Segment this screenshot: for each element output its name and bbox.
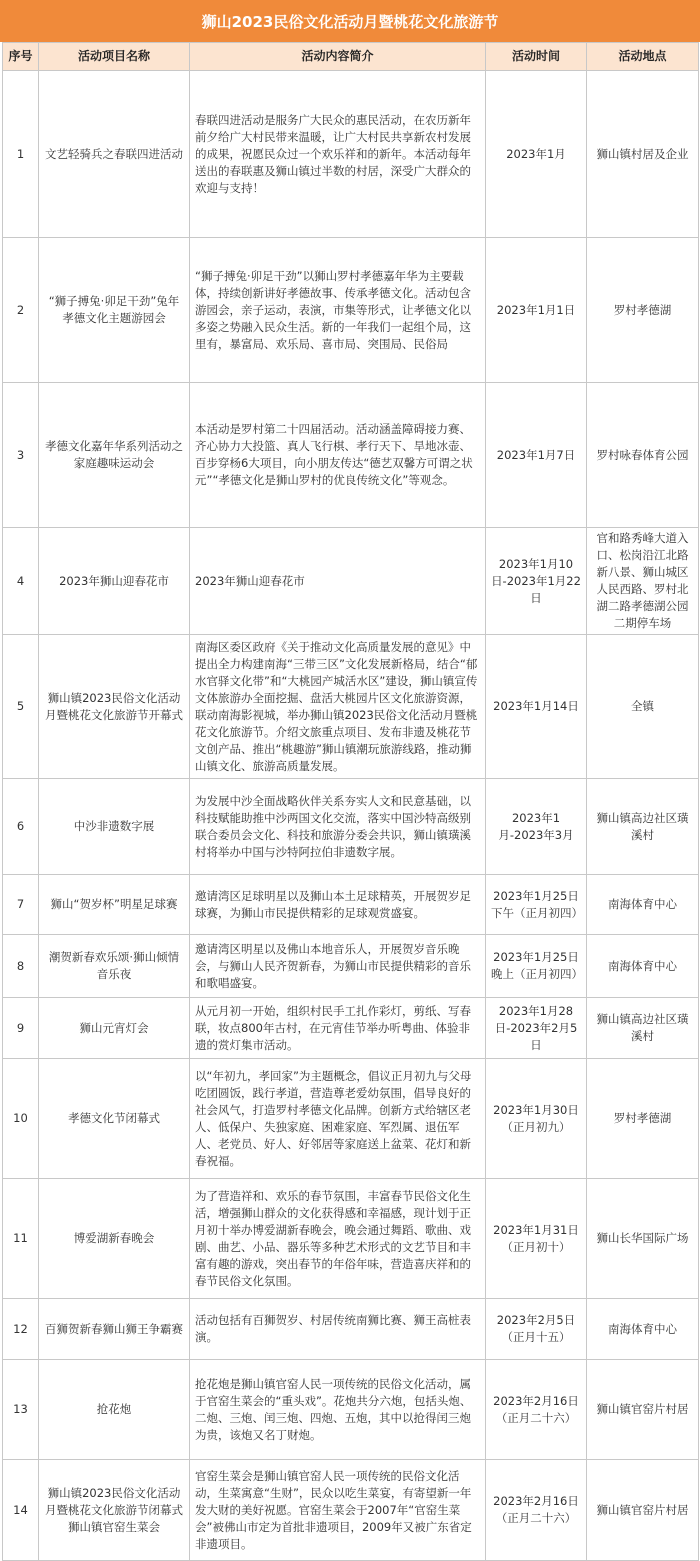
- activity-location: 狮山镇村居及企业: [587, 71, 699, 238]
- header-activity-time: 活动时间: [486, 43, 587, 71]
- table-row: [3, 528, 699, 635]
- activity-name: 狮山镇2023民俗文化活动月暨桃花文化旅游节闭幕式狮山镇官窑生菜会: [39, 1460, 190, 1561]
- row-index: 1: [3, 71, 39, 238]
- row-index: 7: [3, 875, 39, 935]
- activity-description: 2023年狮山迎春花市: [190, 528, 486, 635]
- activity-description: 活动包括有百狮贺岁、村居传统南狮比赛、狮王高桩表演。: [190, 1299, 486, 1360]
- activity-description: 以“年初九，孝回家”为主题概念，倡议正月初九与父母吃团圆饭，践行孝道，营造尊老爱幼氛围，倡导良好的社会风气，打造罗村孝德文化品牌。创新方式给辖区老人、低保户、失独家庭、困难家庭、军烈属、退伍军人、老党员、好人、好邻居等家庭送上盆菜、花灯和新春祝福。: [190, 1059, 486, 1179]
- activity-location: 南海体育中心: [587, 875, 699, 935]
- activity-time: 2023年1月7日: [486, 383, 587, 528]
- row-index: 8: [3, 935, 39, 998]
- activity-location: 狮山镇高边社区璜溪村: [587, 779, 699, 875]
- page-title: 狮山2023民俗文化活动月暨桃花文化旅游节: [0, 0, 700, 42]
- header-activity-description: 活动内容简介: [190, 43, 486, 71]
- activity-name: 孝德文化节闭幕式: [39, 1059, 190, 1179]
- activity-location: 全镇: [587, 635, 699, 779]
- activity-location: 罗村孝德湖: [587, 238, 699, 383]
- header-index: 序号: [3, 43, 39, 71]
- activity-name: 博爱湖新春晚会: [39, 1179, 190, 1299]
- table-row: [3, 875, 699, 935]
- row-index: 14: [3, 1460, 39, 1561]
- activity-location: 狮山长华国际广场: [587, 1179, 699, 1299]
- activity-name: 百狮贺新春狮山狮王争霸赛: [39, 1299, 190, 1360]
- activity-description: 南海区委区政府《关于推动文化高质量发展的意见》中提出全力构建南海“三带三区”文化发展新格局，结合“郁水官驿文化带”和“大桃园产城活水区”建设，狮山镇宣传文体旅游办全面挖掘、盘活大桃园片区文化旅游资源，联动南海影视城，举办狮山镇2023民俗文化活动月暨桃花文化旅游节。介绍文旅重点项目、发布非遗及桃花节文创产品、推出“桃趣游”狮山镇潮玩旅游线路，推动狮山镇文化、旅游高质量发展。: [190, 635, 486, 779]
- table-row: [3, 383, 699, 528]
- header-activity-location: 活动地点: [587, 43, 699, 71]
- activity-description: 从元月初一开始，组织村民手工扎作彩灯，剪纸、写春联，妆点800年古村，在元宵佳节举办听粤曲、体验非遗的赏灯集市活动。: [190, 998, 486, 1059]
- activity-schedule-table: [2, 42, 699, 1561]
- activity-name: “狮子搏兔·卯足干劲”兔年孝德文化主题游园会: [39, 238, 190, 383]
- row-index: 11: [3, 1179, 39, 1299]
- table-row: [3, 1360, 699, 1460]
- row-index: 12: [3, 1299, 39, 1360]
- table-row: [3, 779, 699, 875]
- activity-description: 官窑生菜会是狮山镇官窑人民一项传统的民俗文化活动，生菜寓意“生财”，民众以吃生菜宴，有寄望新一年发大财的美好祝愿。官窑生菜会于2007年“官窑生菜会”被佛山市定为首批非遗项目，2009年又被广东省定非遗项目。: [190, 1460, 486, 1561]
- table-row: [3, 71, 699, 238]
- activity-location: 官和路秀峰大道入口、松岗沿江北路新八景、狮山城区人民西路、罗村北湖二路孝德湖公园二期停车场: [587, 528, 699, 635]
- activity-time: 2023年1月31日（正月初十）: [486, 1179, 587, 1299]
- table-row: [3, 238, 699, 383]
- activity-location: 狮山镇高边社区璜溪村: [587, 998, 699, 1059]
- table-row: [3, 935, 699, 998]
- activity-location: 南海体育中心: [587, 935, 699, 998]
- activity-description: 为发展中沙全面战略伙伴关系夯实人文和民意基础，以科技赋能助推中沙两国文化交流，落实中国沙特高级别联合委员会文化、科技和旅游分委会共识，狮山镇璜溪村将举办中国与沙特阿拉伯非遗数字展。: [190, 779, 486, 875]
- activity-description: 本活动是罗村第二十四届活动。活动涵盖障碍接力赛、齐心协力大投篮、真人飞行棋、孝行天下、旱地冰壶、百步穿杨6大项目，向小朋友传达“德艺双馨方可谓之状元”“孝德文化是狮山罗村的优良传统文化”等观念。: [190, 383, 486, 528]
- table-row: [3, 1299, 699, 1360]
- activity-description: 抢花炮是狮山镇官窑人民一项传统的民俗文化活动，属于官窑生菜会的“重头戏”。花炮共分六炮，包括头炮、二炮、三炮、闰三炮、四炮、五炮，其中以抢得闰三炮为贵，该炮又名丁财炮。: [190, 1360, 486, 1460]
- activity-location: 罗村孝德湖: [587, 1059, 699, 1179]
- activity-time: 2023年1月-2023年3月: [486, 779, 587, 875]
- activity-name: 狮山镇2023民俗文化活动月暨桃花文化旅游节开幕式: [39, 635, 190, 779]
- activity-time: 2023年1月30日（正月初九）: [486, 1059, 587, 1179]
- activity-name: 2023年狮山迎春花市: [39, 528, 190, 635]
- activity-name: 狮山“贺岁杯”明星足球赛: [39, 875, 190, 935]
- row-index: 3: [3, 383, 39, 528]
- row-index: 13: [3, 1360, 39, 1460]
- activity-time: 2023年1月28日-2023年2月5日: [486, 998, 587, 1059]
- row-index: 6: [3, 779, 39, 875]
- activity-description: 为了营造祥和、欢乐的春节氛围，丰富春节民俗文化生活，增强狮山群众的文化获得感和幸福感，现计划于正月初十举办博爱湖新春晚会，晚会通过舞蹈、歌曲、戏剧、曲艺、小品、器乐等多种艺术形式的文艺节目和丰富有趣的游戏，突出春节的年俗年味，营造喜庆祥和的春节民俗文化氛围。: [190, 1179, 486, 1299]
- row-index: 2: [3, 238, 39, 383]
- header-activity-name: 活动项目名称: [39, 43, 190, 71]
- activity-name: 文艺轻骑兵之春联四进活动: [39, 71, 190, 238]
- table-row: [3, 1460, 699, 1561]
- activity-name: 孝德文化嘉年华系列活动之家庭趣味运动会: [39, 383, 190, 528]
- activity-description: 邀请湾区明星以及佛山本地音乐人，开展贺岁音乐晚会，与狮山人民齐贺新春，为狮山市民提供精彩的音乐和歌唱盛宴。: [190, 935, 486, 998]
- row-index: 4: [3, 528, 39, 635]
- activity-location: 狮山镇官窑片村居: [587, 1460, 699, 1561]
- table-header-row: [3, 43, 699, 71]
- activity-time: 2023年2月5日（正月十五）: [486, 1299, 587, 1360]
- activity-time: 2023年1月14日: [486, 635, 587, 779]
- activity-name: 抢花炮: [39, 1360, 190, 1460]
- table-row: [3, 635, 699, 779]
- activity-description: “狮子搏兔·卯足干劲”以狮山罗村孝德嘉年华为主要载体，持续创新讲好孝德故事、传承孝德文化。活动包含游园会，亲子运动，表演，市集等形式，让孝德文化以多姿之势融入民众生活。新的一年我们一起组个局，这里有，暴富局、欢乐局、喜市局、突围局、民俗局: [190, 238, 486, 383]
- activity-name: 狮山元宵灯会: [39, 998, 190, 1059]
- activity-time: 2023年1月10日-2023年1月22日: [486, 528, 587, 635]
- activity-location: 南海体育中心: [587, 1299, 699, 1360]
- table-row: [3, 1179, 699, 1299]
- activity-time: 2023年1月25日晚上（正月初四）: [486, 935, 587, 998]
- row-index: 5: [3, 635, 39, 779]
- activity-time: 2023年2月16日（正月二十六）: [486, 1460, 587, 1561]
- activity-description: 邀请湾区足球明星以及狮山本土足球精英，开展贺岁足球赛，为狮山市民提供精彩的足球观赏盛宴。: [190, 875, 486, 935]
- activity-location: 罗村咏春体育公园: [587, 383, 699, 528]
- table-row: [3, 998, 699, 1059]
- row-index: 10: [3, 1059, 39, 1179]
- activity-time: 2023年2月16日（正月二十六）: [486, 1360, 587, 1460]
- activity-time: 2023年1月: [486, 71, 587, 238]
- activity-name: 中沙非遗数字展: [39, 779, 190, 875]
- activity-time: 2023年1月25日下午（正月初四）: [486, 875, 587, 935]
- activity-description: 春联四进活动是服务广大民众的惠民活动，在农历新年前夕给广大村民带来温暖，让广大村民共享新农村发展的成果，祝愿民众过一个欢乐祥和的新年。本活动每年送出的春联惠及狮山镇过半数的村居，深受广大群众的欢迎与支持！: [190, 71, 486, 238]
- activity-time: 2023年1月1日: [486, 238, 587, 383]
- row-index: 9: [3, 998, 39, 1059]
- table-row: [3, 1059, 699, 1179]
- activity-name: 潮贺新春欢乐颂·狮山倾情音乐夜: [39, 935, 190, 998]
- activity-location: 狮山镇官窑片村居: [587, 1360, 699, 1460]
